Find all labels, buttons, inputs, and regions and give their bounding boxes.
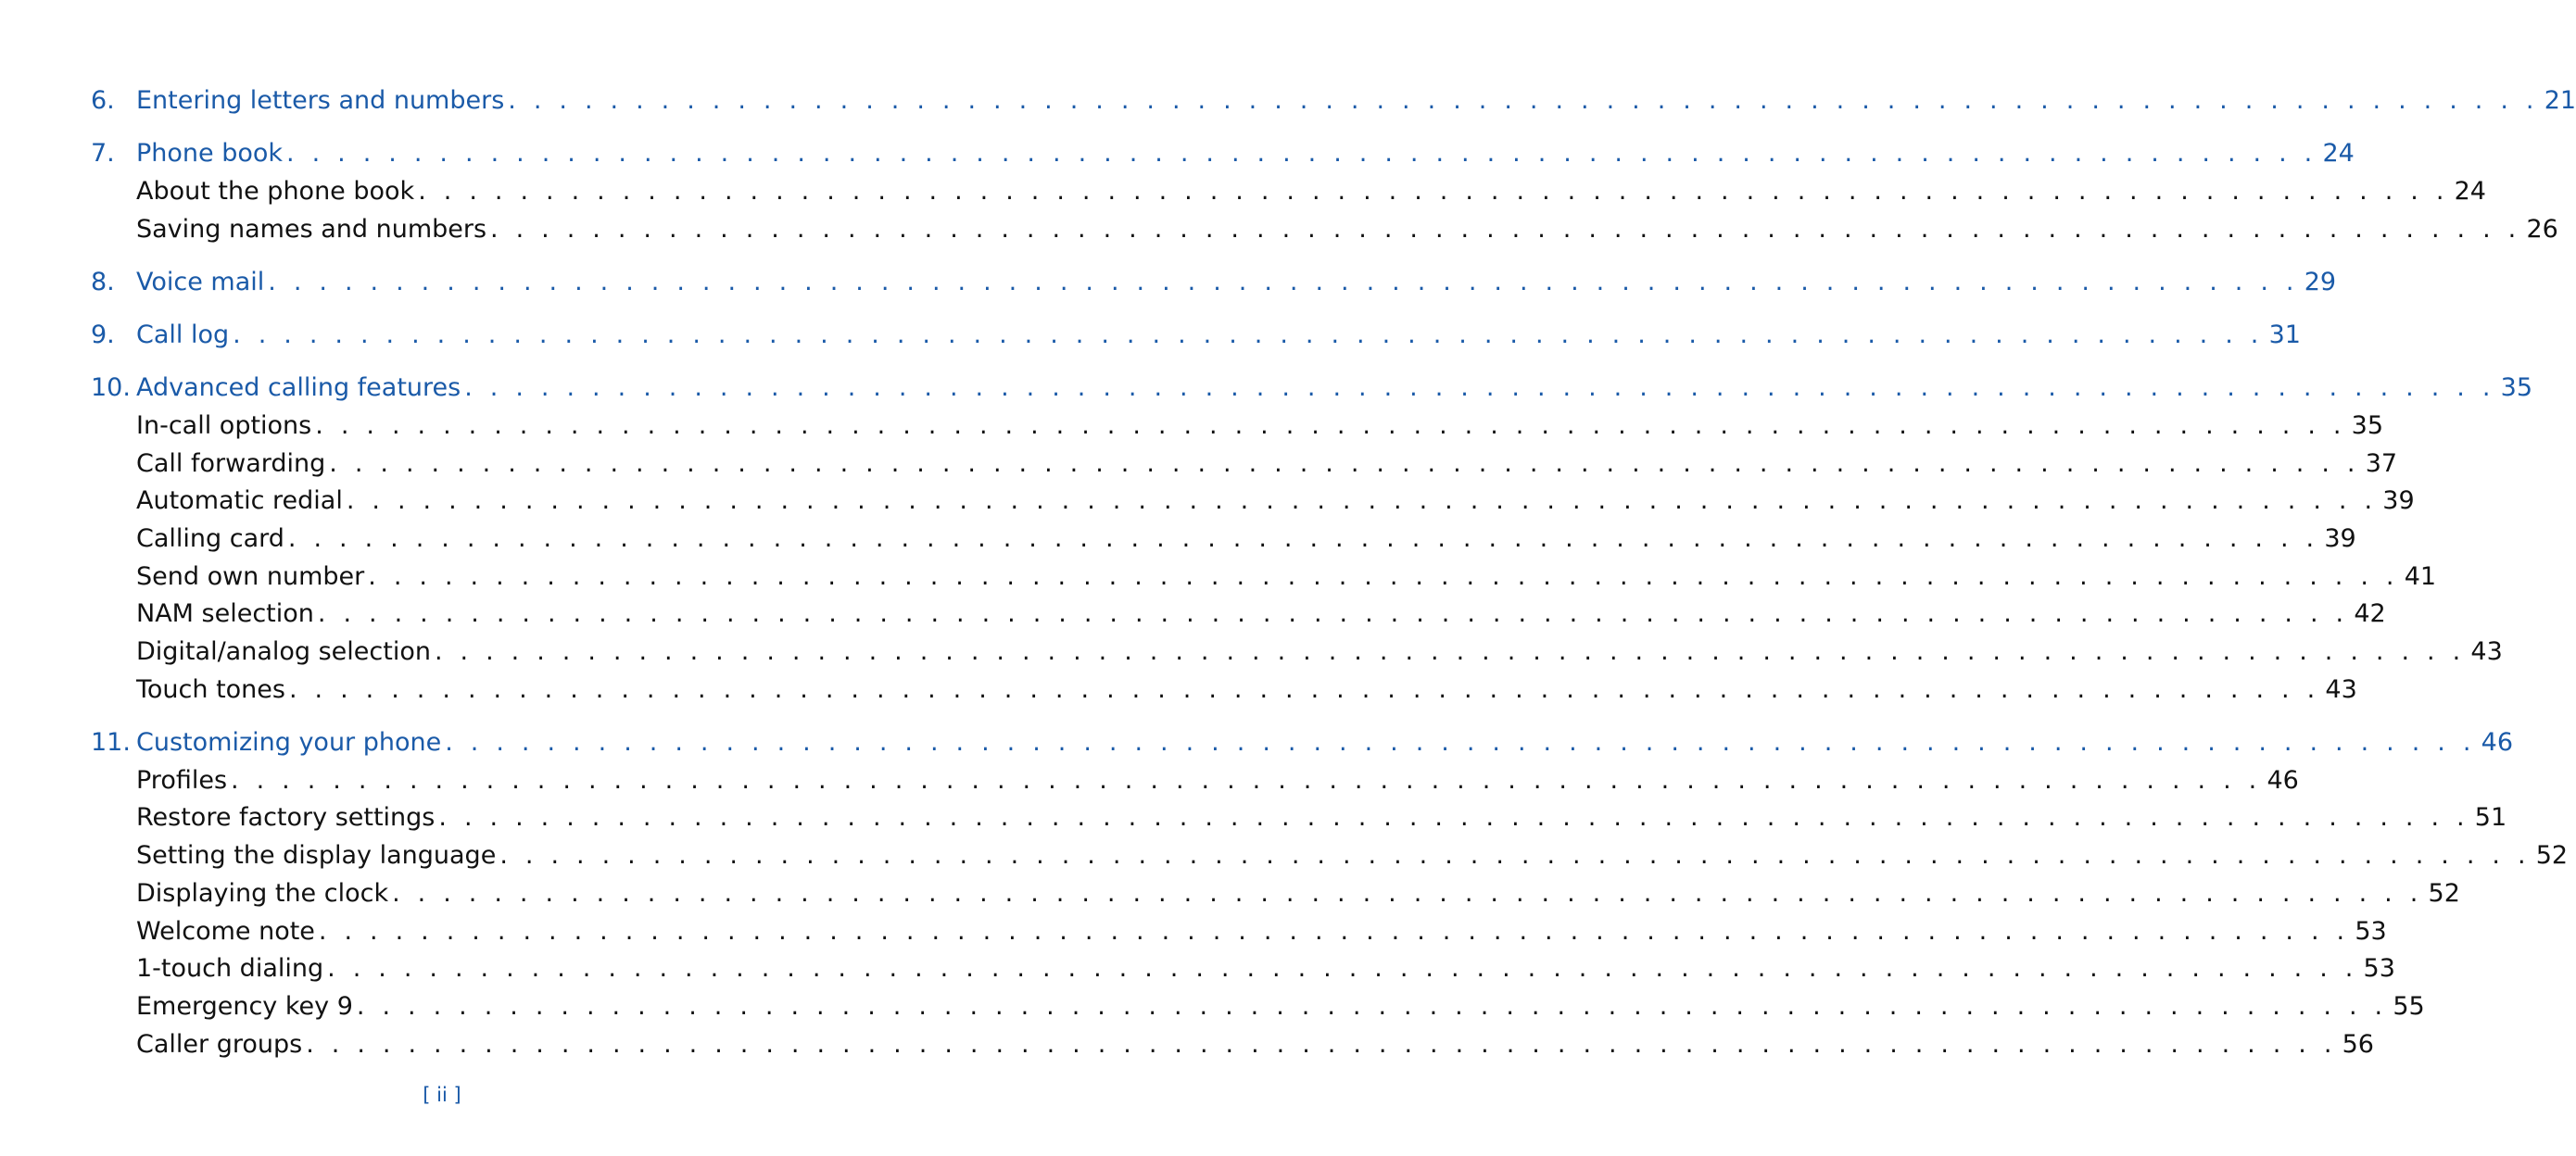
toc-entry-title: Displaying the clock — [136, 878, 389, 908]
toc-entry-title: Saving names and numbers — [136, 214, 487, 244]
dot-leader: . . . . . . . . . . . . . . . . . . . . . . . . . . . . . . . . . . . . . . . . . . . . . . . . . . . . . . . . . . . . . . . . . . . . . . . . . . . . . . . . — [438, 803, 2469, 833]
toc-entry-number: 8. — [91, 267, 115, 296]
toc-entry-page: 24 — [2454, 176, 2486, 206]
dot-leader: . . . . . . . . . . . . . . . . . . . . . . . . . . . . . . . . . . . . . . . . . . . . . . . . . . . . . . . . . . . . . . . . . . . . . . . . . . . . . . . . — [445, 728, 2476, 757]
toc-entry-page: 26 — [2526, 214, 2558, 244]
toc-chapter-entry[interactable] — [91, 726, 2514, 760]
dot-leader: . . . . . . . . . . . . . . . . . . . . . . . . . . . . . . . . . . . . . . . . . . . . . . . . . . . . . . . . . . . . . . . . . . . . . . . . . . . . . . . . — [356, 991, 2388, 1021]
toc-entry-page: 35 — [2351, 410, 2384, 440]
toc-entry-page: 46 — [2481, 728, 2514, 757]
toc-section-entry[interactable] — [91, 990, 2425, 1024]
toc-entry-title: Voice mail — [136, 267, 265, 296]
page-number: [ ii ] — [423, 1084, 461, 1106]
toc-entry-title: Touch tones — [136, 674, 285, 704]
toc-section-entry[interactable] — [91, 764, 2299, 798]
toc-entry-title: Setting the display language — [136, 841, 497, 871]
dot-leader: . . . . . . . . . . . . . . . . . . . . . . . . . . . . . . . . . . . . . . . . . . . . . . . . . . . . . . . . . . . . . . . . . . . . . . . . . . . . . . . . — [434, 637, 2466, 667]
toc-entry-title: Call forwarding — [136, 448, 326, 478]
dot-leader: . . . . . . . . . . . . . . . . . . . . . . . . . . . . . . . . . . . . . . . . . . . . . . . . . . . . . . . . . . . . . . . . . . . . . . . . . . . . . . . . — [346, 486, 2378, 516]
toc-entry-page: 29 — [2304, 267, 2337, 296]
toc-entry-page: 46 — [2267, 765, 2299, 795]
toc-entry-page: 51 — [2474, 803, 2507, 833]
toc-section-entry[interactable] — [91, 447, 2398, 481]
toc-entry-title: Call log — [136, 320, 230, 349]
toc-section-entry[interactable] — [91, 839, 2569, 873]
toc-section-entry[interactable] — [91, 522, 2356, 556]
toc-entry-title: In-call options — [136, 410, 312, 440]
dot-leader: . . . . . . . . . . . . . . . . . . . . . . . . . . . . . . . . . . . . . . . . . . . . . . . . . . . . . . . . . . . . . . . . . . . . . . . . . . . . . . . . — [306, 1029, 2337, 1059]
dot-leader: . . . . . . . . . . . . . . . . . . . . . . . . . . . . . . . . . . . . . . . . . . . . . . . . . . . . . . . . . . . . . . . . . . . . . . . . . . . . . . . . — [287, 524, 2319, 553]
toc-chapter-entry[interactable] — [91, 266, 2337, 299]
dot-leader: . . . . . . . . . . . . . . . . . . . . . . . . . . . . . . . . . . . . . . . . . . . . . . . . . . . . . . . . . . . . . . . . . . . . . . . . . . . . . . . . — [327, 954, 2358, 984]
toc-entry-number: 9. — [91, 320, 115, 349]
toc-entry-title: Calling card — [136, 524, 284, 553]
toc-entry-title: Welcome note — [136, 916, 315, 946]
toc-entry-title: Caller groups — [136, 1029, 303, 1059]
toc-chapter-entry[interactable] — [91, 371, 2533, 405]
dot-leader: . . . . . . . . . . . . . . . . . . . . . . . . . . . . . . . . . . . . . . . . . . . . . . . . . . . . . . . . . . . . . . . . . . . . . . . . . . . . . . . . — [288, 674, 2320, 704]
dot-leader: . . . . . . . . . . . . . . . . . . . . . . . . . . . . . . . . . . . . . . . . . . . . . . . . . . . . . . . . . . . . . . . . . . . . . . . . . . . . . . . . — [318, 916, 2350, 946]
toc-entry-page: 43 — [2325, 674, 2357, 704]
toc-entry-title: About the phone book — [136, 176, 415, 206]
toc-entry-title: Profiles — [136, 765, 228, 795]
toc-entry-number: 6. — [91, 86, 115, 115]
dot-leader: . . . . . . . . . . . . . . . . . . . . . . . . . . . . . . . . . . . . . . . . . . . . . . . . . . . . . . . . . . . . . . . . . . . . . . . . . . . . . . . . — [286, 139, 2317, 169]
dot-leader: . . . . . . . . . . . . . . . . . . . . . . . . . . . . . . . . . . . . . . . . . . . . . . . . . . . . . . . . . . . . . . . . . . . . . . . . . . . . . . . . — [317, 599, 2349, 629]
toc-entry-title: Entering letters and numbers — [136, 86, 505, 115]
toc-section-entry[interactable] — [91, 673, 2357, 707]
toc-entry-number: 11. — [91, 728, 131, 757]
toc-section-entry[interactable] — [91, 175, 2486, 208]
toc-section-entry[interactable] — [91, 1028, 2374, 1062]
toc-entry-page: 56 — [2342, 1029, 2374, 1059]
toc-entry-page: 55 — [2393, 991, 2425, 1021]
toc-chapter-entry[interactable] — [91, 84, 2576, 118]
toc-section-entry[interactable] — [91, 877, 2460, 911]
toc-entry-title: Emergency key 9 — [136, 991, 353, 1021]
toc-section-entry[interactable] — [91, 484, 2415, 518]
toc-entry-page: 39 — [2382, 486, 2415, 516]
dot-leader: . . . . . . . . . . . . . . . . . . . . . . . . . . . . . . . . . . . . . . . . . . . . . . . . . . . . . . . . . . . . . . . . . . . . . . . . . . . . . . . . — [499, 841, 2531, 871]
toc-section-entry[interactable] — [91, 560, 2437, 594]
toc-section-entry[interactable] — [91, 635, 2503, 669]
dot-leader: . . . . . . . . . . . . . . . . . . . . . . . . . . . . . . . . . . . . . . . . . . . . . . . . . . . . . . . . . . . . . . . . . . . . . . . . . . . . . . . . — [508, 86, 2539, 115]
toc-section-entry[interactable] — [91, 597, 2386, 631]
dot-leader: . . . . . . . . . . . . . . . . . . . . . . . . . . . . . . . . . . . . . . . . . . . . . . . . . . . . . . . . . . . . . . . . . . . . . . . . . . . . . . . . — [368, 561, 2399, 591]
toc-entry-page: 24 — [2322, 139, 2355, 169]
toc-chapter-entry[interactable] — [91, 319, 2301, 352]
toc-entry-page: 41 — [2404, 561, 2437, 591]
toc-section-entry[interactable] — [91, 213, 2558, 246]
toc-entry-title: Send own number — [136, 561, 365, 591]
toc-entry-number: 7. — [91, 139, 115, 169]
toc-entry-page: 37 — [2365, 448, 2398, 478]
dot-leader: . . . . . . . . . . . . . . . . . . . . . . . . . . . . . . . . . . . . . . . . . . . . . . . . . . . . . . . . . . . . . . . . . . . . . . . . . . . . . . . . — [268, 267, 2299, 296]
toc-entry-title: Phone book — [136, 139, 284, 169]
toc-section-entry[interactable] — [91, 952, 2395, 986]
toc-entry-page: 42 — [2354, 599, 2386, 629]
toc-entry-page: 31 — [2268, 320, 2301, 349]
toc-entry-number: 10. — [91, 373, 131, 403]
toc-entry-title: Advanced calling features — [136, 373, 461, 403]
toc-entry-page: 53 — [2355, 916, 2387, 946]
toc-entry-page: 39 — [2324, 524, 2356, 553]
dot-leader: . . . . . . . . . . . . . . . . . . . . . . . . . . . . . . . . . . . . . . . . . . . . . . . . . . . . . . . . . . . . . . . . . . . . . . . . . . . . . . . . — [464, 373, 2495, 403]
dot-leader: . . . . . . . . . . . . . . . . . . . . . . . . . . . . . . . . . . . . . . . . . . . . . . . . . . . . . . . . . . . . . . . . . . . . . . . . . . . . . . . . — [315, 410, 2346, 440]
toc-entry-title: NAM selection — [136, 599, 314, 629]
toc-entry-page: 52 — [2428, 878, 2460, 908]
dot-leader: . . . . . . . . . . . . . . . . . . . . . . . . . . . . . . . . . . . . . . . . . . . . . . . . . . . . . . . . . . . . . . . . . . . . . . . . . . . . . . . . — [231, 765, 2262, 795]
toc-entry-title: Digital/analog selection — [136, 637, 431, 667]
toc-entry-page: 35 — [2500, 373, 2533, 403]
toc-chapter-entry[interactable] — [91, 137, 2355, 170]
toc-entry-title: Automatic redial — [136, 486, 343, 516]
dot-leader: . . . . . . . . . . . . . . . . . . . . . . . . . . . . . . . . . . . . . . . . . . . . . . . . . . . . . . . . . . . . . . . . . . . . . . . . . . . . . . . . — [392, 878, 2423, 908]
dot-leader: . . . . . . . . . . . . . . . . . . . . . . . . . . . . . . . . . . . . . . . . . . . . . . . . . . . . . . . . . . . . . . . . . . . . . . . . . . . . . . . . — [329, 448, 2360, 478]
toc-entry-page: 43 — [2470, 637, 2503, 667]
dot-leader: . . . . . . . . . . . . . . . . . . . . . . . . . . . . . . . . . . . . . . . . . . . . . . . . . . . . . . . . . . . . . . . . . . . . . . . . . . . . . . . . — [418, 176, 2449, 206]
toc-section-entry[interactable] — [91, 915, 2387, 949]
toc-entry-page: 53 — [2363, 954, 2395, 984]
toc-section-entry[interactable] — [91, 801, 2507, 835]
dot-leader: . . . . . . . . . . . . . . . . . . . . . . . . . . . . . . . . . . . . . . . . . . . . . . . . . . . . . . . . . . . . . . . . . . . . . . . . . . . . . . . . — [233, 320, 2264, 349]
dot-leader: . . . . . . . . . . . . . . . . . . . . . . . . . . . . . . . . . . . . . . . . . . . . . . . . . . . . . . . . . . . . . . . . . . . . . . . . . . . . . . . . — [490, 214, 2521, 244]
toc-entry-page: 21 — [2544, 86, 2576, 115]
toc-entry-title: Customizing your phone — [136, 728, 442, 757]
toc-entry-title: 1-touch dialing — [136, 954, 324, 984]
toc-entry-title: Restore factory settings — [136, 803, 436, 833]
toc-entry-page: 52 — [2535, 841, 2569, 871]
toc-section-entry[interactable] — [91, 409, 2384, 443]
